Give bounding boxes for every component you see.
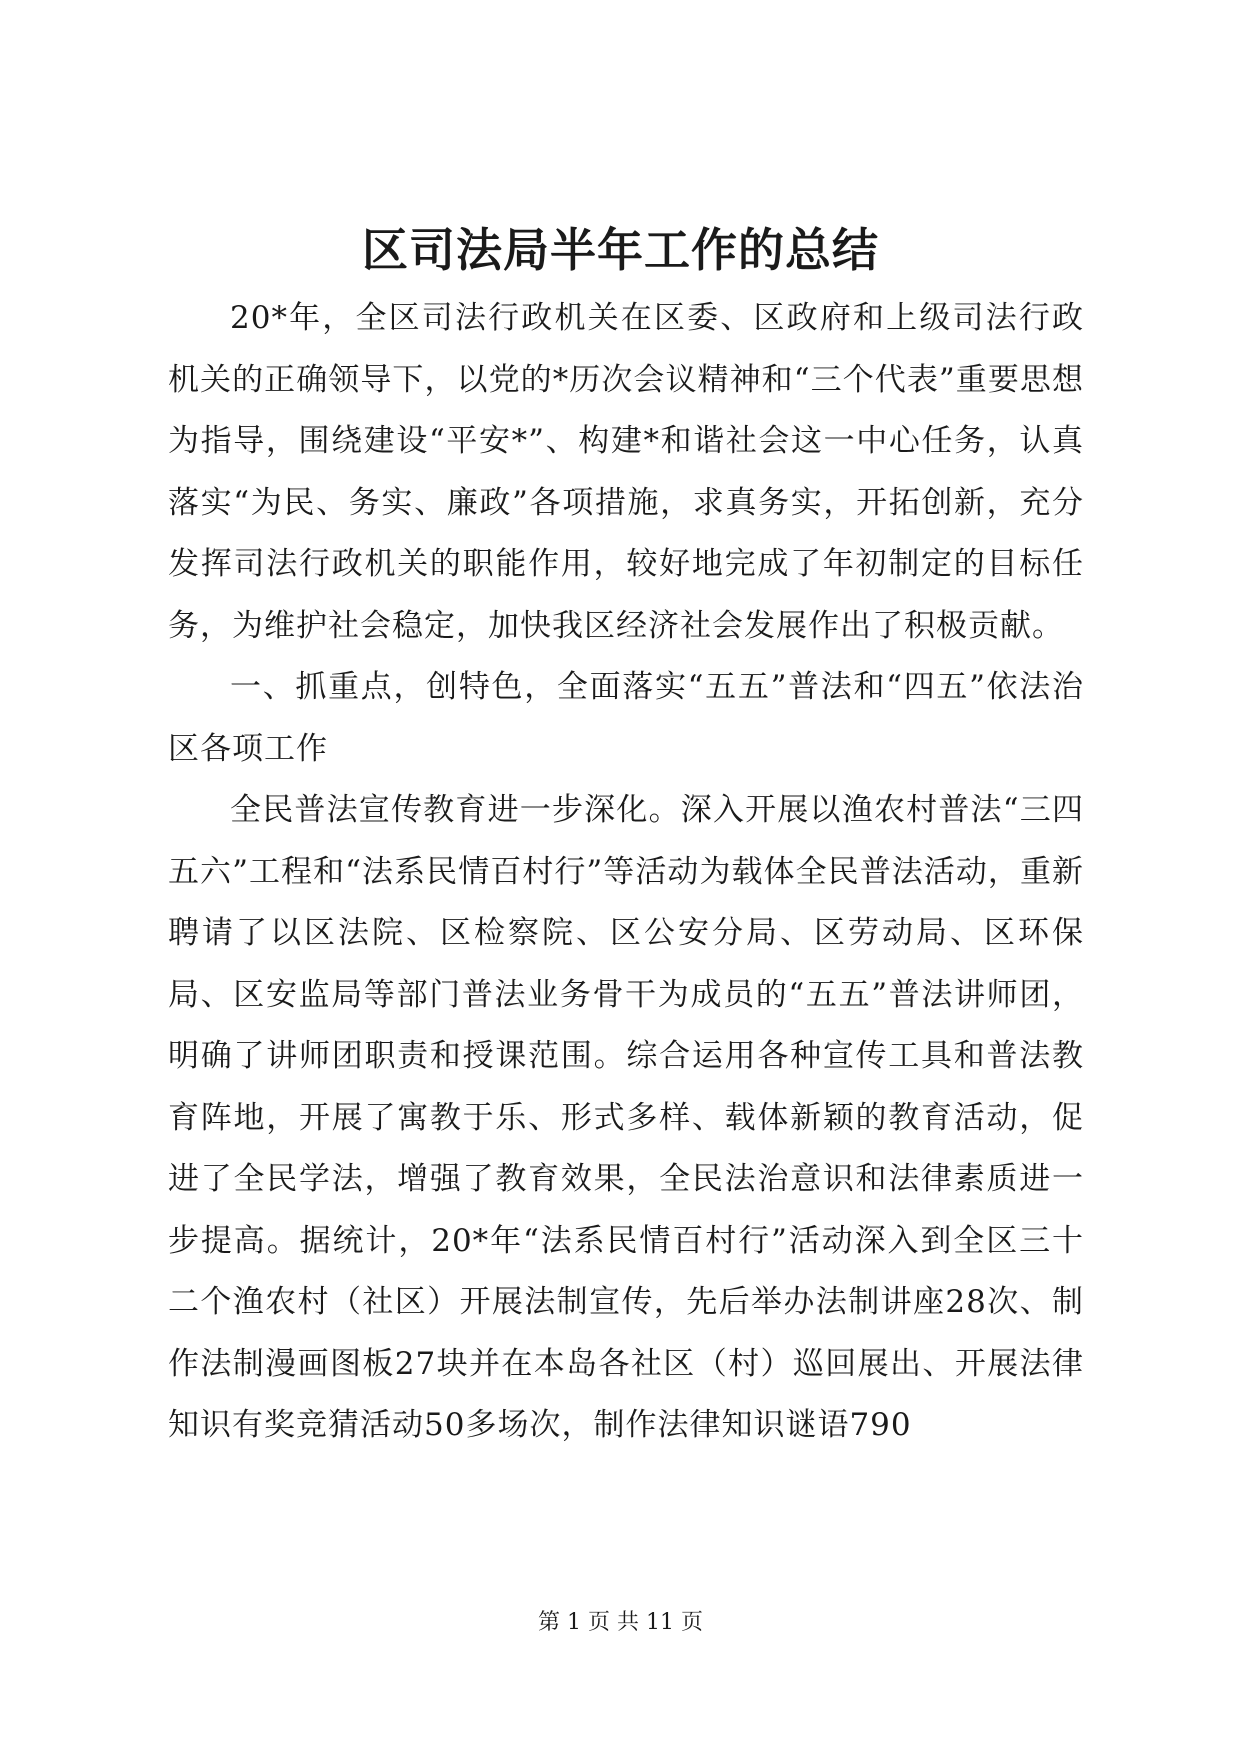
page-footer: 第 1 页 共 11 页: [538, 1610, 703, 1635]
document-body: [168, 288, 1084, 1457]
paragraph-legal-education: 全民普法宣传教育进一步深化。深入开展以渔农村普法“三四五六”工程和“法系民情百村行”等活动为载体全民普法活动，重新聘请了以区法院、区检察院、区公安分局、区劳动局、区环保局、区安监局等部门普法业务骨干为成员的“五五”普法讲师团，明确了讲师团职责和授课范围。综合运用各种宣传工具和普法教育阵地，开展了寓教于乐、形式多样、载体新颖的教育活动，促进了全民学法，增强了教育效果，全民法治意识和法律素质进一步提高。据统计，20*年“法系民情百村行”活动深入到全区三十二个渔农村（社区）开展法制宣传，先后举办法制讲座28次、制作法制漫画图板27块并在本岛各社区（村）巡回展出、开展法律知识有奖竞猜活动50多场次，制作法律知识谜语790: [168, 792, 1084, 1443]
section-heading-1: 一、抓重点，创特色，全面落实“五五”普法和“四五”依法治区各项工作: [168, 669, 1084, 767]
paragraph-intro: 20*年，全区司法行政机关在区委、区政府和上级司法行政机关的正确领导下，以党的*历次会议精神和“三个代表”重要思想为指导，围绕建设“平安*”、构建*和谐社会这一中心任务，认真落实“为民、务实、廉政”各项措施，求真务实，开拓创新，充分发挥司法行政机关的职能作用，较好地完成了年初制定的目标任务，为维护社会稳定，加快我区经济社会发展作出了积极贡献。: [168, 300, 1084, 644]
document-title: 区司法局半年工作的总结: [362, 223, 879, 277]
